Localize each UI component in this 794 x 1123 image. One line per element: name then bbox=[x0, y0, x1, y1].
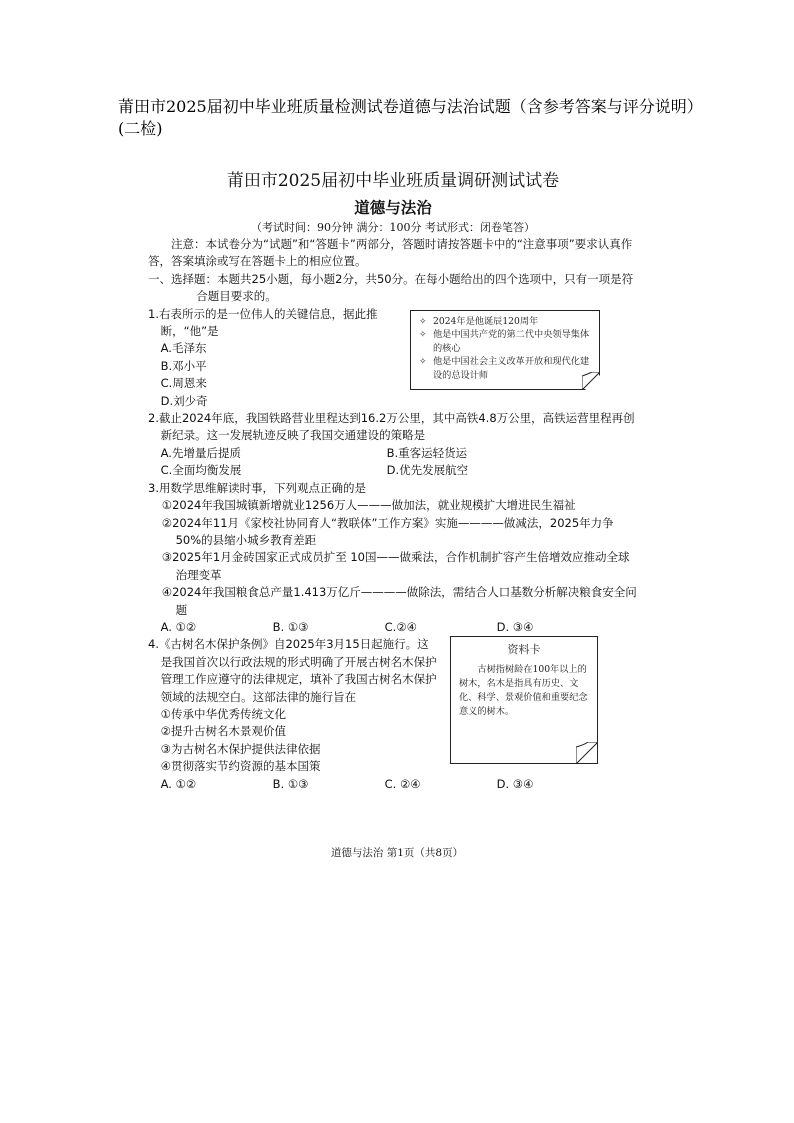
question-3 bbox=[148, 480, 638, 637]
statement-1: ①2024年我国城镇新增就业1256万人———做加法，就业规模扩大增进民生福祉 bbox=[161, 498, 576, 513]
option-a: A.毛泽东 bbox=[160, 341, 207, 356]
page-footer: 道德与法治 第1页（共8页） bbox=[330, 847, 464, 859]
info-card-line: 他是中国共产党的第二代中央领导集体的核心 bbox=[433, 329, 590, 354]
exam-page bbox=[148, 170, 638, 793]
statement-3: ③为古树名木保护提供法律依据 bbox=[160, 741, 321, 756]
info-card-line: 他是中国社会主义改革开放和现代化建设的总设计师 bbox=[433, 356, 590, 381]
resource-card-text: 古树指树龄在100年以上的树木，名木是指具有历史、文化、科学、景观价值和重要纪念意义的树木。 bbox=[459, 664, 588, 718]
diamond-bullet-icon: ✧ bbox=[419, 315, 427, 327]
choices-row bbox=[148, 776, 638, 793]
diamond-bullet-icon: ✧ bbox=[419, 329, 427, 341]
info-card-row bbox=[419, 315, 593, 329]
statement-2: ②2024年11月《家校社协同育人“教联体”工作方案》实施————做减法，2025年力争50%的县缩小城乡教育差距 bbox=[161, 515, 614, 547]
statement-3: ③2025年1月金砖国家正式成员扩至 10国——做乘法，合作机制扩容产生倍增效应推动全球治理变革 bbox=[161, 550, 630, 582]
choice-b: B. ①③ bbox=[272, 619, 309, 634]
question-4-stem: 4.《古树名木保护条例》自2025年3月15日起施行。这是我国首次以行政法规的形式明确了开展古树名木保护管理工作应遵守的法律规定，填补了我国古树名木保护领域的法规空白。这部法律的施行旨在 bbox=[148, 637, 437, 704]
question-1 bbox=[148, 306, 638, 410]
choices-row bbox=[148, 619, 638, 636]
choice-d: D. ③④ bbox=[496, 776, 534, 791]
option-a: A.先增量后提质 bbox=[160, 445, 241, 460]
option-b: B.重客运轻货运 bbox=[386, 445, 468, 460]
choice-c: C. ②④ bbox=[384, 776, 421, 791]
statement-1: ①传承中华优秀传统文化 bbox=[160, 706, 286, 721]
options-row bbox=[148, 445, 638, 462]
options-row bbox=[148, 462, 638, 479]
question-1-stem: 1.右表所示的是一位伟人的关键信息，据此推断，“他”是 bbox=[148, 306, 378, 339]
option-d: D.刘少奇 bbox=[160, 393, 208, 408]
statement-2: ②提升古树名木景观价值 bbox=[160, 724, 286, 739]
info-card-line: 2024年是他诞辰120周年 bbox=[433, 315, 539, 327]
info-card-row bbox=[419, 328, 593, 355]
option-d: D.优先发展航空 bbox=[386, 463, 469, 478]
exam-notice: 注意：本试卷分为“试题”和“答题卡”两部分，答题时请按答题卡中的“注意事项”要求认真作答，答案填涂或写在答题卡上的相应位置。 bbox=[148, 237, 633, 269]
question-2 bbox=[148, 410, 638, 480]
option-c: C.全面均衡发展 bbox=[160, 463, 242, 478]
option-b: B.邓小平 bbox=[160, 358, 207, 373]
question-3-stem: 3.用数学思维解读时事，下列观点正确的是 bbox=[148, 480, 366, 495]
info-card-row bbox=[419, 355, 593, 382]
choice-b: B. ①③ bbox=[272, 776, 309, 791]
statement-4: ④贯彻落实节约资源的基本国策 bbox=[160, 759, 321, 774]
choice-a: A. ①② bbox=[160, 619, 197, 634]
section-heading: 一、选择题：本题共25小题，每小题2分，共50分。在每小题给出的四个选项中，只有一项是符合题目要求的。 bbox=[148, 271, 634, 304]
info-card bbox=[410, 310, 600, 390]
document-title: 莆田市2025届初中毕业班质量检测试卷道德与法治试题（含参考答案与评分说明）(二检) bbox=[118, 97, 695, 138]
exam-title: 莆田市2025届初中毕业班质量调研测试试卷 bbox=[226, 171, 560, 191]
option-c: C.周恩来 bbox=[160, 376, 207, 391]
question-2-stem: 2.截止2024年底，我国铁路营业里程达到16.2万公里，其中高铁4.8万公里，高铁运营里程再创新纪录。这一发展轨迹反映了我国交通建设的策略是 bbox=[148, 411, 635, 443]
subject-title: 道德与法治 bbox=[354, 198, 432, 217]
choice-d: D. ③④ bbox=[496, 619, 534, 634]
folded-corner-icon bbox=[576, 742, 598, 764]
resource-card bbox=[450, 636, 598, 764]
folded-corner-icon bbox=[582, 372, 600, 390]
choice-a: A. ①② bbox=[160, 776, 197, 791]
resource-card-title: 资料卡 bbox=[507, 643, 541, 657]
question-4 bbox=[148, 636, 638, 793]
statement-4: ④2024年我国粮食总产量1.413万亿斤————做除法，需结合人口基数分析解决粮食安全问题 bbox=[161, 585, 637, 617]
choice-c: C.②④ bbox=[384, 619, 417, 634]
diamond-bullet-icon: ✧ bbox=[419, 356, 427, 368]
exam-info: （考试时间：90分钟 满分：100分 考试形式：闭卷笔答） bbox=[251, 221, 535, 234]
